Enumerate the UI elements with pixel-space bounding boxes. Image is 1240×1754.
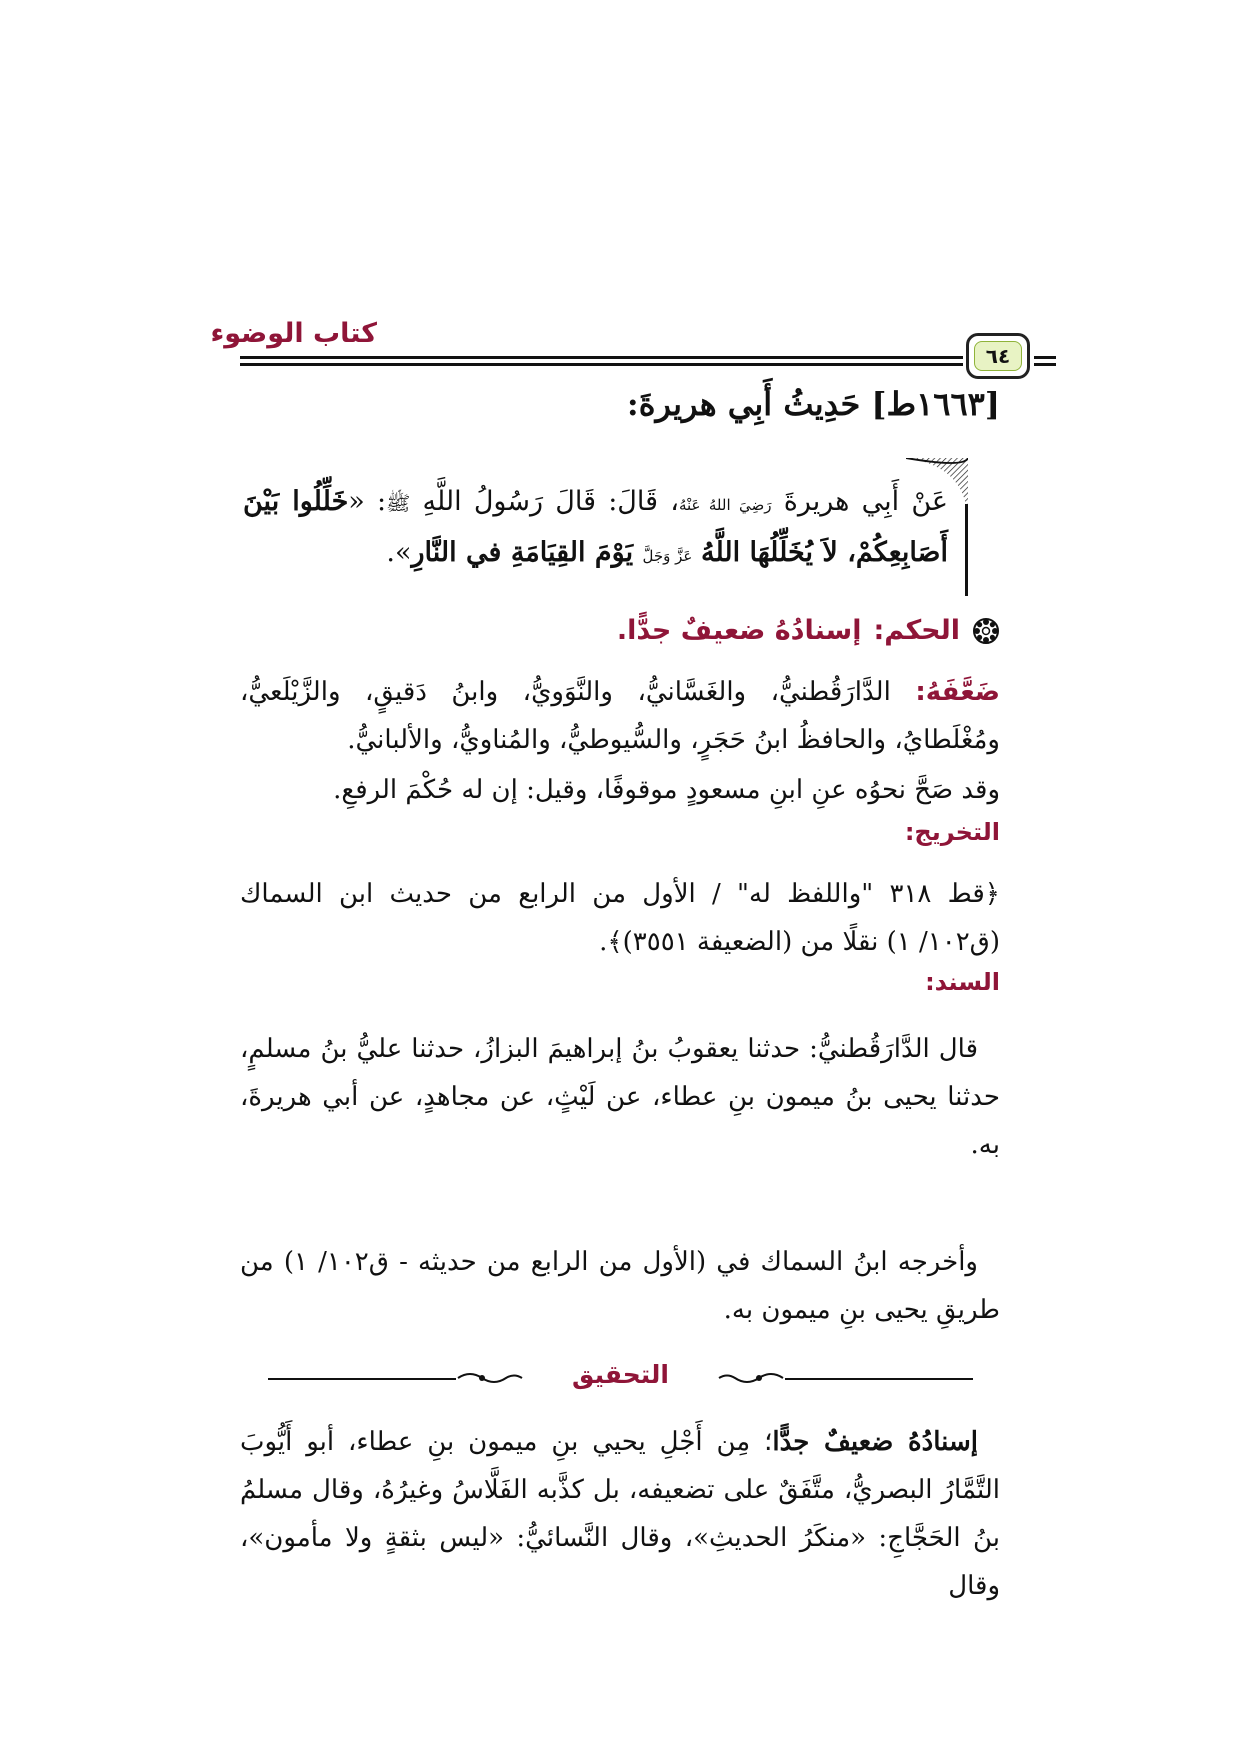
hadith-box-border — [965, 504, 968, 596]
honorific-radiallah: رَضِيَ اللهُ عَنْهُ — [678, 496, 772, 514]
sanad-text — [240, 1025, 1000, 1169]
honorific-salla: ﷺ — [386, 491, 411, 515]
tahqiq-label: التحقيق — [572, 1360, 669, 1389]
hadith-title: حَدِيثُ أَبِي هريرةَ: — [626, 385, 861, 423]
running-title: كتاب الوضوء — [210, 318, 377, 349]
weakened-by-paragraph — [240, 668, 1000, 764]
header-rule-tail-top — [1034, 356, 1056, 359]
header-rule-top — [240, 356, 963, 359]
sanad-label: السند: — [925, 968, 1000, 996]
header-rule-bottom — [240, 363, 963, 366]
hadith-text-part: ، قَالَ: قَالَ رَسُولُ اللَّهِ — [410, 486, 679, 517]
hadith-text-part: ». — [386, 537, 412, 568]
weakened-by-label: ضَعَّفَهُ: — [915, 677, 1000, 707]
tahqiq-divider — [268, 1360, 973, 1396]
ruling-label: الحكم: — [873, 615, 960, 646]
sanad-text-2-content: وأخرجه ابنُ السماك في (الأول من الرابع من حديثه - ق١٠٢/ ١) من طريقِ يحيى بنِ ميمون به. — [240, 1247, 1000, 1325]
ruling-value: إسنادُهُ ضعيفٌ جدًّا. — [616, 615, 862, 646]
tahqiq-text — [240, 1418, 1000, 1610]
hadith-text-part: : « — [348, 486, 387, 517]
page-number-badge — [966, 333, 1030, 379]
hadith-matn-part: خَلِّلُوا بَيْنَ أَصَابِعِكُمْ، لاَ يُخَلِّلُهَا اللَّهُ — [243, 486, 948, 568]
hadith-matn-part: يَوْمَ القِيَامَةِ في النَّارِ — [411, 537, 643, 568]
sanad-text-2 — [240, 1238, 1000, 1334]
hadith-box — [240, 458, 968, 586]
sanad-text-content: قال الدَّارَقُطنيُّ: حدثنا يعقوبُ بنُ إبراهيمَ البزازُ، حدثنا عليُّ بنُ مسلمٍ، حدثنا يحيى بنُ ميمون بنِ عطاء، عن لَيْثٍ، عن مجاهدٍ، عن أبي هريرةَ، به. — [240, 1034, 1000, 1160]
tahqiq-body: ؛ مِن أَجْلِ يحيي بنِ ميمون بنِ عطاء، أبو أَيُّوبَ التَّمَّارُ البصريُّ، متَّفَقٌ على تضعيفه، بل كذَّبه الفَلَّاسُ وغيرُهُ، وقال مسلمُ بنُ الحَجَّاجِ: «منكَرُ الحديثِ»، وقال النَّسائيُّ: «ليس بثقةٍ ولا مأمون»، وقال — [240, 1427, 1000, 1601]
hadith-number: [١٦٦٣ط] — [871, 385, 1000, 423]
header-rule-tail-bottom — [1034, 363, 1056, 366]
hadith-text — [243, 478, 948, 580]
tahqiq-lead: إسنادُهُ ضعيفٌ جدًّا — [772, 1427, 978, 1457]
ruling-line — [617, 615, 1000, 646]
page-number: ٦٤ — [974, 341, 1022, 371]
weakened-by-text: الدَّارَقُطنيُّ، والغَسَّانيُّ، والنَّوَويُّ، وابنُ دَقيقٍ، والزَّيْلَعيُّ، ومُغْلَطايُ، والحافظُ ابنُ حَجَرٍ، والسُّيوطيُّ، والمُناويُّ، والألبانيُّ. — [240, 677, 1000, 755]
honorific-azza: عَزَّ وَجَلَّ — [642, 547, 693, 565]
note-paragraph: وقد صَحَّ نحوُه عنِ ابنِ مسعودٍ موقوفًا، وقيل: إن له حُكْمَ الرفعِ. — [333, 775, 1000, 805]
takhrij-label: التخريج: — [904, 818, 1000, 846]
takhrij-text: ﴿قط ٣١٨ "واللفظ له" / الأول من الرابع من حديث ابن السماك (ق١٠٢/ ١) نقلًا من (الضعيفة ٣٥٥١)﴾. — [240, 879, 1000, 957]
rosette-icon — [972, 617, 1000, 645]
hadith-heading — [627, 385, 1000, 423]
hadith-text-part: عَنْ أَبِي هريرةَ — [771, 486, 948, 517]
